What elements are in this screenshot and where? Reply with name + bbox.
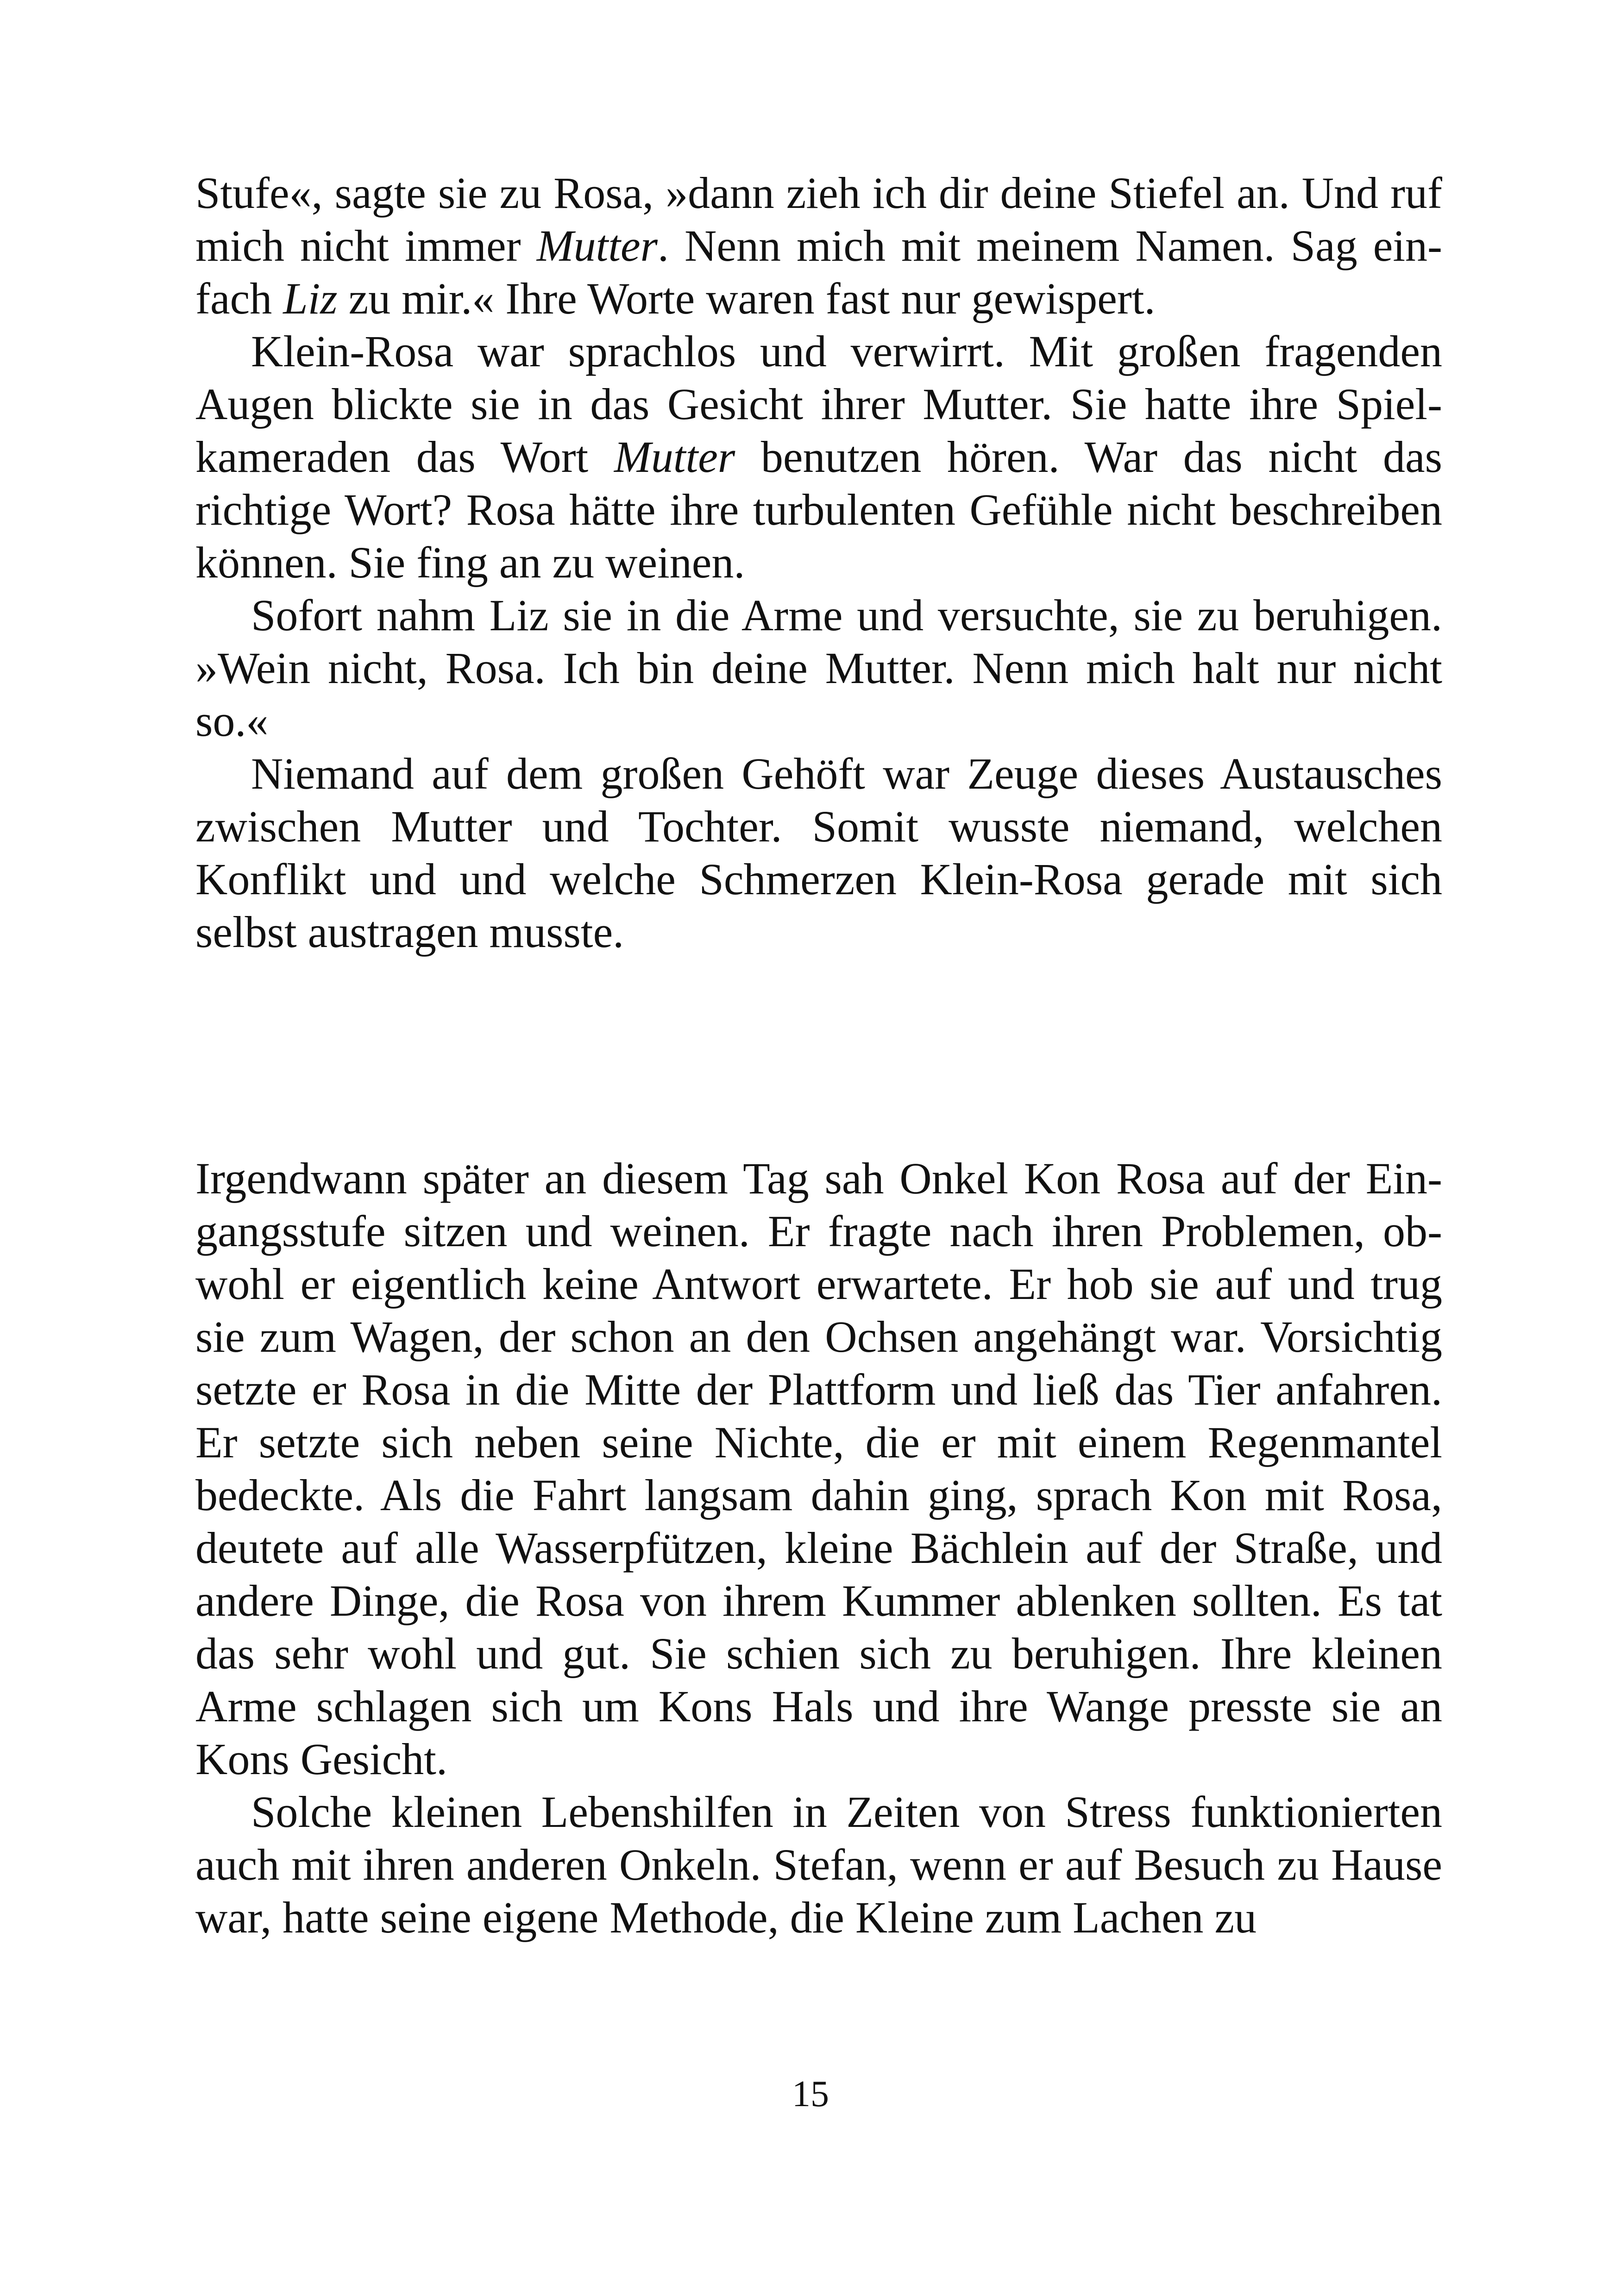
text-section-1	[195, 167, 1442, 959]
paragraph: Niemand auf dem großen Gehöft war Zeuge dieses Austausches zwischen Mutter und Tochter. Somit wusste niemand, welchen Konflikt und und welche Schmerzen Klein-Rosa gerade mit sich selbst austragen musste.	[195, 749, 1442, 957]
italic-text: Liz	[283, 274, 338, 323]
italic-text: Mutter	[614, 432, 735, 482]
paragraph: Irgendwann später an diesem Tag sah Onkel Kon Rosa auf der Eingangsstufe sitzen und weinen. Er fragte nach ihren Problemen, obwohl er eigentlich keine Antwort erwartete. Er hob sie auf und trug sie zum Wagen, der schon an den Ochsen angehängt war. Vorsichtig setzte er Rosa in die Mitte der Plattform und ließ das Tier anfahren. Er setzte sich neben seine Nichte, die er mit einem Regenmantel bedeckte. Als die Fahrt langsam dahin ging, sprach Kon mit Rosa, deutete auf alle Wasserpfützen, kleine Bächlein auf der Straße, und andere Dinge, die Rosa von ihrem Kummer ablenken sollten. Es tat das sehr wohl und gut. Sie schien sich zu beruhigen. Ihre kleinen Arme schlagen sich um Kons Hals und ihre Wange presste sie an Kons Gesicht.	[195, 1154, 1442, 1784]
text-run: benutzen hören. War das nicht das richtige Wort? Rosa hätte ihre turbulenten Gefühle nicht beschreiben können. Sie fing an zu weinen.	[195, 432, 1443, 587]
paragraph	[195, 325, 1442, 589]
text-section-2	[195, 1152, 1442, 1944]
paragraph: Sofort nahm Liz sie in die Arme und versuchte, sie zu beruhigen. »Wein nicht, Rosa. Ich bin deine Mutter. Nenn mich halt nur nicht so.«	[195, 590, 1442, 746]
text-run: Klein-Rosa war sprachlos und verwirrt. Mit großen fragenden Augen blickte sie in das Gesicht ihrer Mutter. Sie hatte ihre Spielkameraden das Wort	[195, 326, 1442, 482]
page-number: 15	[792, 2074, 829, 2114]
italic-text: Mutter	[536, 221, 658, 270]
text-run: zu mir.« Ihre Worte waren fast nur gewispert.	[337, 274, 1156, 323]
paragraph	[195, 167, 1442, 325]
text-run: . Nenn mich mit meinem Namen. Sag einfach	[195, 221, 1443, 323]
paragraph: Solche kleinen Lebenshilfen in Zeiten von Stress funktionierten auch mit ihren anderen Onkeln. Stefan, wenn er auf Besuch zu Hause war, hatte seine eigene Methode, die Kleine zum Lachen zu	[195, 1787, 1442, 1942]
text-run: Stufe«, sagte sie zu Rosa, »dann zieh ich dir deine Stiefel an. Und ruf mich nicht immer	[195, 168, 1442, 270]
